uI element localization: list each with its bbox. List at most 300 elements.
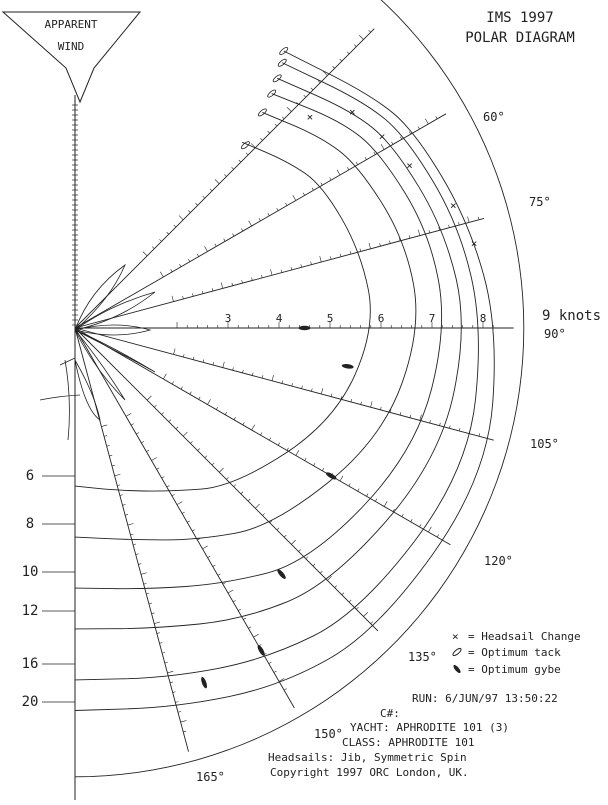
ray-tick — [183, 432, 187, 436]
tws-label-12: 12 — [21, 603, 39, 619]
optimum-gybe-mark-5 — [200, 676, 208, 689]
ray-tick — [430, 420, 431, 423]
ray-tick — [252, 278, 253, 281]
legend-gybe-icon — [452, 664, 461, 674]
angle-label-90: 90° — [544, 327, 566, 341]
ray-tick — [152, 613, 155, 614]
ray-tick — [275, 124, 277, 126]
ray-tick — [173, 692, 176, 693]
ray-tick — [349, 484, 351, 487]
ray-tick — [260, 138, 262, 140]
ray-tick — [203, 359, 204, 362]
ray-tick — [123, 505, 126, 506]
ray-tick — [182, 512, 185, 514]
ray-tick — [418, 230, 420, 236]
ray-tick — [188, 210, 190, 212]
ray-tick — [371, 401, 373, 407]
class-info: CLASS: APHRODITE 101 — [342, 736, 475, 749]
cno-info: C#: — [380, 707, 400, 720]
ray-tick — [270, 269, 272, 275]
ray-tick — [172, 296, 174, 302]
headsails-info: Headsails: Jib, Symmetric Spin — [268, 751, 467, 764]
ray-tick — [274, 671, 277, 673]
ray-tick — [192, 530, 195, 532]
angle-label-60: 60° — [483, 110, 505, 124]
sail-stroke-7 — [40, 395, 80, 400]
ray-tick — [172, 382, 174, 385]
optimum-gybe-mark-0 — [299, 326, 311, 330]
ray-tick — [246, 153, 248, 155]
ray-tick — [223, 362, 225, 368]
ray-tick — [234, 485, 236, 487]
ray-tick — [449, 425, 450, 428]
speed-curve-16 — [75, 63, 478, 680]
ray-tick — [311, 262, 312, 265]
ray-tick — [350, 251, 351, 254]
ray-tick — [335, 586, 337, 588]
ray-tick — [212, 288, 213, 291]
ray-tick — [181, 721, 187, 723]
ray-tick — [356, 162, 358, 165]
ray-tick — [365, 157, 367, 160]
ray-tick — [216, 407, 218, 410]
ray-tick — [242, 280, 243, 283]
ray-tick — [380, 243, 381, 246]
ray-tick — [252, 373, 253, 376]
ray-tick — [320, 571, 322, 573]
ray-tick — [359, 35, 363, 39]
ray-tick — [340, 254, 341, 257]
ray-tick — [381, 144, 384, 149]
ray-tick — [144, 583, 147, 584]
ray-tick — [219, 468, 223, 472]
apparent-wind-arrow — [3, 12, 140, 102]
headsail-change-mark-1: × — [348, 105, 356, 119]
ray-tick — [208, 399, 211, 404]
ray-tick — [312, 188, 314, 191]
ray-tick — [149, 603, 152, 604]
ray-tick — [162, 477, 165, 479]
ray-tick — [120, 495, 123, 496]
ray-tick — [195, 203, 197, 205]
ray-tick — [169, 420, 171, 422]
ray-tick — [170, 682, 173, 683]
ray-tick — [380, 407, 381, 410]
ray-tick — [291, 540, 295, 544]
speed-curve-10 — [75, 94, 442, 589]
ray-tick — [303, 193, 305, 196]
ray-tick — [259, 218, 261, 221]
ray-tick — [458, 222, 459, 225]
ray-tick — [306, 557, 308, 559]
ray-tick — [252, 425, 255, 430]
ray-tick — [248, 499, 250, 501]
ray-tick — [187, 521, 190, 523]
ray-tick — [167, 232, 169, 234]
ray-tick — [282, 117, 284, 119]
ray-tick — [223, 583, 226, 585]
ray-tick — [293, 195, 296, 200]
legend-optimum-tack: = Optimum tack — [468, 646, 561, 659]
ray-tick — [301, 264, 302, 267]
ray-tick — [286, 203, 288, 206]
ray-tick — [409, 235, 410, 238]
ray-tick — [327, 576, 331, 580]
ray-tick — [255, 504, 259, 508]
ray-tick — [292, 383, 293, 386]
ray-tick — [180, 264, 182, 267]
ray-tick — [167, 671, 173, 673]
ray-tick — [141, 573, 147, 575]
ray-tick — [198, 448, 200, 450]
ray-tick — [282, 381, 283, 384]
optimum-gybe-mark-4 — [256, 644, 266, 657]
ray-tick — [233, 367, 234, 370]
title-line-1: IMS 1997 — [486, 10, 554, 26]
ray-tick — [174, 349, 176, 355]
ray-tick — [160, 272, 163, 277]
ray-tick — [225, 412, 227, 415]
ray-tick — [375, 499, 377, 502]
radial-tick-label-7: 7 — [428, 312, 436, 325]
ray-tick — [479, 433, 480, 436]
tws-label-16: 16 — [21, 656, 39, 672]
ray-tick — [205, 246, 208, 251]
angle-label-75: 75° — [529, 195, 551, 209]
headsail-change-mark-4: × — [450, 199, 457, 213]
angle-label-105: 105° — [530, 437, 559, 451]
ray-tick — [218, 574, 221, 576]
ray-tick — [313, 564, 315, 566]
ray-tick — [437, 535, 439, 538]
ray-tick — [360, 249, 361, 252]
ray-tick — [436, 116, 438, 119]
ray-tick — [171, 269, 173, 272]
ray-tick — [400, 412, 401, 415]
ray-tick — [287, 448, 289, 451]
ray-tick — [261, 433, 263, 436]
ray-tick — [262, 375, 263, 378]
ray-tick — [238, 609, 241, 611]
ray-tick — [203, 196, 205, 198]
sail-stroke-5 — [60, 358, 75, 440]
ray-tick — [302, 386, 303, 389]
copyright-info: Copyright 1997 ORC London, UK. — [270, 766, 469, 779]
ray-tick — [418, 127, 420, 130]
tws-label-8: 8 — [25, 516, 35, 532]
radial-tick-label-3: 3 — [224, 312, 232, 325]
ray-tick — [163, 374, 166, 379]
ray-tick — [342, 593, 344, 595]
ray-tick — [428, 527, 431, 532]
ray-tick — [190, 441, 192, 443]
ray-tick — [213, 362, 214, 365]
ray-tick — [337, 170, 340, 175]
ray-tick — [167, 486, 170, 488]
ray-tick — [243, 422, 245, 425]
ray-tick — [128, 523, 134, 525]
legend-cross-icon: × — [452, 630, 459, 643]
ray-tick — [384, 501, 387, 506]
ray-tick — [459, 428, 460, 431]
ray-tick — [125, 514, 128, 515]
ray-tick — [147, 396, 151, 400]
ray-tick — [321, 388, 323, 394]
ray-tick — [152, 458, 157, 461]
ray-tick — [277, 528, 279, 530]
headsail-change-mark-3: × — [406, 158, 413, 172]
speed-curves — [75, 51, 494, 710]
ray-tick — [174, 225, 176, 227]
radial-unit-label: 9 knots — [542, 308, 602, 324]
ray-tick — [242, 370, 243, 373]
ray-tick — [449, 225, 450, 228]
ray-tick — [210, 189, 212, 191]
ray-tick — [152, 247, 154, 249]
ray-tick — [233, 234, 235, 237]
ray-tick — [321, 183, 323, 186]
ray-tick — [226, 477, 228, 479]
ray-tick — [330, 256, 331, 259]
ray-tick — [138, 564, 141, 565]
ray-tick — [143, 252, 147, 256]
ray-tick — [117, 485, 120, 486]
angle-label-135: 135° — [408, 650, 437, 664]
ray-tick — [131, 424, 134, 426]
ray-tick — [284, 689, 287, 691]
wind-label-2: WIND — [57, 40, 85, 53]
ray-tick — [304, 95, 306, 97]
ray-tick — [233, 600, 236, 602]
ray-tick — [234, 417, 236, 420]
ray-tick — [197, 254, 199, 257]
headsail-change-mark-2: × — [378, 130, 386, 144]
ray-tick — [178, 711, 181, 712]
ray-tick — [347, 52, 349, 54]
ray-tick — [208, 556, 211, 558]
ray-tick — [371, 622, 373, 624]
ray-tick — [425, 119, 428, 124]
ray-tick — [269, 438, 271, 441]
ray-tick — [232, 283, 233, 286]
ray-tick — [331, 394, 332, 397]
ray-tick — [411, 519, 413, 522]
radial-tick-label-5: 5 — [326, 312, 334, 325]
ray-tick — [299, 549, 301, 551]
ray-tick — [347, 167, 349, 170]
ray-tick — [101, 425, 107, 427]
ray-tick — [157, 468, 160, 470]
run-info: RUN: 6/JUN/97 13:50:22 — [412, 692, 558, 705]
speed-curve-12 — [75, 78, 461, 629]
ray-tick — [369, 30, 371, 32]
speed-curve-20 — [75, 51, 494, 710]
ray-tick — [154, 405, 156, 407]
ray-tick — [115, 474, 121, 476]
ray-tick — [363, 612, 367, 616]
ray-tick — [126, 413, 131, 416]
ray-tick — [311, 88, 313, 90]
ray-tick — [203, 546, 208, 549]
ray-tick — [165, 662, 168, 663]
ray-tick — [263, 513, 265, 515]
ray-tick — [183, 731, 186, 732]
ray-tick — [215, 180, 219, 184]
ray-tick — [232, 167, 234, 169]
headsail-change-mark-0: × — [306, 110, 314, 124]
ray-tick — [202, 291, 203, 294]
ray-tick — [261, 275, 262, 278]
radial-tick-label-4: 4 — [275, 312, 283, 325]
ray-tick — [215, 244, 217, 247]
radial-tick-label-8: 8 — [479, 312, 487, 325]
ray-tick — [320, 256, 322, 262]
radial-tick-label-6: 6 — [377, 312, 385, 325]
ray-tick — [402, 514, 404, 517]
ray-tick — [193, 357, 194, 360]
ray-tick — [224, 239, 226, 242]
tws-label-10: 10 — [21, 564, 39, 580]
optimum-gybe-mark-1 — [341, 363, 353, 369]
ray-tick — [278, 443, 280, 446]
ray-tick — [228, 590, 233, 593]
sail-stroke-1 — [75, 292, 155, 330]
ray-tick — [109, 455, 112, 456]
legend-tack-icon — [452, 647, 462, 656]
ray-tick — [181, 387, 183, 390]
markers — [200, 46, 477, 689]
ray-tick — [136, 433, 139, 435]
ray-tick — [243, 618, 246, 620]
ray-tick — [369, 243, 371, 249]
ray-tick — [400, 137, 402, 140]
ray-tick — [205, 456, 207, 458]
info-block — [268, 692, 558, 779]
ray-tick — [330, 178, 332, 181]
ray-tick — [141, 441, 144, 443]
yacht-info: YACHT: APHRODITE 101 (3) — [350, 721, 509, 734]
ray-tick — [311, 388, 312, 391]
ray-tick — [349, 600, 351, 602]
ray-tick — [192, 293, 193, 296]
ray-tick — [172, 494, 175, 496]
ray-tick — [268, 131, 270, 133]
ray-tick — [296, 450, 299, 455]
legend-optimum-gybe: = Optimum gybe — [468, 663, 561, 676]
ray-tick — [305, 458, 307, 461]
ray-tick — [179, 216, 183, 220]
headsail-change-mark-5: × — [470, 237, 478, 251]
ray-tick — [440, 423, 441, 426]
angle-label-150: 150° — [314, 727, 343, 741]
ray-tick — [322, 468, 324, 471]
ray-tick — [287, 107, 291, 111]
ray-tick — [199, 397, 201, 400]
wind-label-1: APPARENT — [44, 18, 98, 31]
ray-tick — [176, 427, 178, 429]
ray-tick — [361, 402, 362, 405]
legend-headsail-change: = Headsail Change — [468, 630, 581, 643]
legend — [452, 630, 581, 676]
ray-tick — [291, 267, 292, 270]
ray-tick — [420, 524, 422, 527]
ray-tick — [146, 450, 149, 452]
ray-tick — [268, 213, 270, 216]
ray-tick — [358, 489, 360, 492]
ray-105 — [75, 328, 494, 440]
ray-tick — [356, 607, 358, 609]
sail-stroke-6 — [75, 360, 100, 420]
ray-tick — [333, 66, 335, 68]
ray-tick — [133, 544, 136, 545]
ray-tick — [314, 463, 316, 466]
ray-tick — [159, 239, 161, 241]
ray-tick — [410, 415, 411, 418]
ray-tick — [248, 627, 251, 629]
ray-tick — [340, 59, 342, 61]
ray-tick — [284, 535, 286, 537]
ray-tick — [154, 622, 160, 624]
title-line-2: POLAR DIAGRAM — [465, 30, 575, 46]
ray-tick — [367, 494, 369, 497]
ray-tick — [392, 142, 394, 145]
ray-tick — [241, 229, 243, 232]
ray-tick — [107, 445, 110, 446]
ray-tick — [175, 702, 178, 703]
ray-tick — [390, 241, 391, 244]
ray-tick — [130, 534, 133, 535]
ray-tick — [468, 217, 470, 223]
ray-tick — [277, 208, 279, 211]
ray-tick — [213, 565, 216, 567]
sail-stroke-2 — [75, 325, 150, 335]
ray-tick — [157, 633, 160, 634]
ray-tick — [212, 463, 214, 465]
ray-tick — [340, 476, 343, 481]
ray-tick — [374, 152, 376, 155]
ray-tick — [162, 652, 165, 653]
ray-tick — [136, 554, 139, 555]
ray-tick — [354, 45, 356, 47]
ray-tick — [254, 634, 259, 637]
ray-tick — [478, 217, 479, 220]
ray-tick — [159, 643, 162, 644]
ray-tick — [221, 283, 223, 289]
ray-tick — [112, 465, 115, 466]
ray-tick — [177, 502, 182, 505]
ray-tick — [239, 160, 241, 162]
ray-tick — [183, 296, 184, 299]
sail-sketch — [40, 265, 155, 440]
ray-tick — [409, 132, 411, 135]
ray-tick — [272, 375, 274, 381]
ray-tick — [162, 412, 164, 414]
ray-tick — [224, 174, 226, 176]
tws-label-6: 6 — [25, 468, 35, 484]
ray-tick — [249, 221, 252, 226]
ray-tick — [241, 492, 243, 494]
ray-tick — [429, 230, 430, 233]
angle-label-120: 120° — [484, 554, 513, 568]
angle-label-165: 165° — [196, 770, 225, 784]
ray-tick — [146, 593, 149, 594]
ray-tick — [190, 392, 192, 395]
ray-tick — [269, 662, 272, 664]
ray-tick — [183, 354, 184, 357]
ray-tick — [104, 436, 107, 437]
ray-tick — [281, 270, 282, 273]
ray-tick — [351, 399, 352, 402]
